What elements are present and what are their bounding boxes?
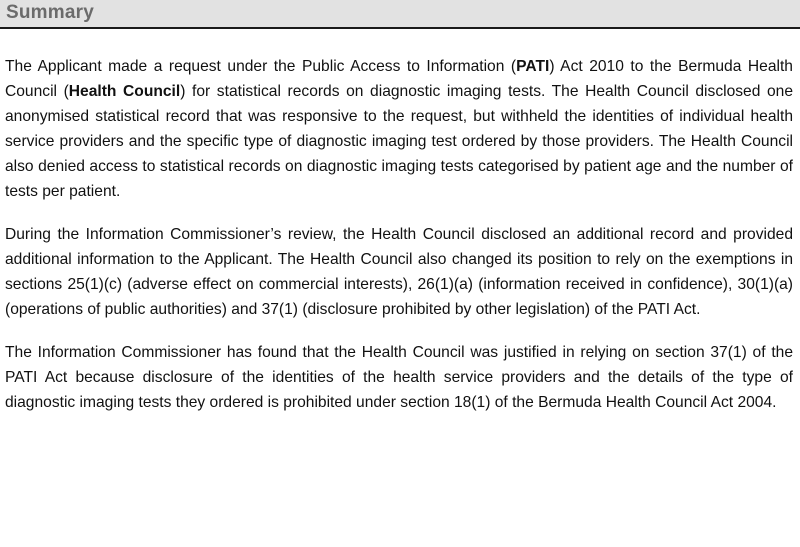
summary-paragraph-3: The Information Commissioner has found that the Health Council was justified in relying on section 37(1) of the PATI Act because disclosure of the identities of the health service providers and the details of the type of diagnostic imaging tests they ordered is prohibited under section 18(1) of the Bermuda Health Council Act 2004. <box>5 344 793 411</box>
p1-text-e: ) for statistical records on diagnostic imaging tests. The Health Council disclosed one anonymised statistical record that was responsive to the request, but withheld the identities of individual health service providers and the specific type of diagnostic imaging test ordered by those providers. The Health Council also denied access to statistical records on diagnostic imaging tests categorised by patient age and the number of tests per patient. <box>5 83 794 200</box>
summary-paragraph-2: During the Information Commissioner’s review, the Health Council disclosed an additional record and provided additional information to the Applicant. The Health Council also changed its position to rely on the exemptions in sections 25(1)(c) (adverse effect on commercial interests), 26(1)(a) (information received in confidence), 30(1)(a) (operations of public authorities) and 37(1) (disclosure prohibited by other legislation) of the PATI Act. <box>5 226 793 318</box>
p1-text-a: The Applicant made a request under the Public Access to Information ( <box>5 58 517 75</box>
summary-heading: Summary <box>6 2 94 23</box>
pati-term: PATI <box>516 58 550 75</box>
summary-paragraph-1 <box>5 54 793 204</box>
p1-text-c: ) Act 2010 to the Bermuda Health Council ( <box>5 58 793 100</box>
health-council-term: Health Council <box>68 83 181 100</box>
summary-heading-band <box>0 0 800 29</box>
summary-body <box>5 54 793 433</box>
